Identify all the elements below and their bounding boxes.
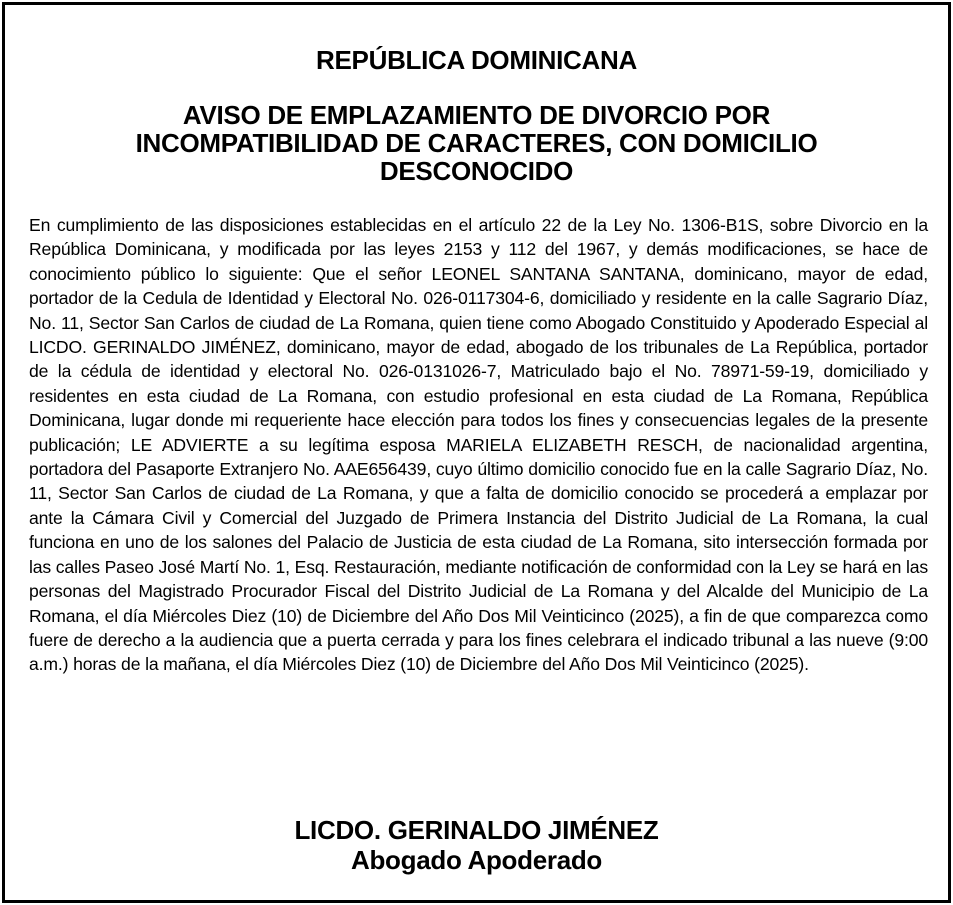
- notice-body-paragraph: En cumplimiento de las disposiciones establecidas en el artículo 22 de la Ley No. 1306-B1S, sobre Divorcio en la República Dominicana, y modificada por las leyes 2153 y 112 del 1967, y demás modificaciones, se hace de conocimiento público lo siguiente: Que el señor LEONEL SANTANA SANTANA, dominicano, mayor de edad, portador de la Cedula de Identidad y Electoral No. 026-0117304-6, domiciliado y residente en la calle Sagrario Díaz, No. 11, Sector San Carlos de ciudad de La Romana, quien tiene como Abogado Constituido y Apoderado Especial al LICDO. GERINALDO JIMÉNEZ, dominicano, mayor de edad, abogado de los tribunales de La República, portador de la cédula de identidad y electoral No. 026-0131026-7, Matriculado bajo el No. 78971-59-19, domiciliado y residentes en esta ciudad de La Romana, con estudio profesional en esta ciudad de La Romana, República Dominicana, lugar donde mi requeriente hace elección para todos los fines y consecuencias legales de la presente publicación; LE ADVIERTE a su legítima esposa MARIELA ELIZABETH RESCH, de nacionalidad argentina, portadora del Pasaporte Extranjero No. AAE656439, cuyo último domicilio conocido fue en la calle Sagrario Díaz, No. 11, Sector San Carlos de ciudad de La Romana, y que a falta de domicilio conocido se procederá a emplazar por ante la Cámara Civil y Comercial del Juzgado de Primera Instancia del Distrito Judicial de La Romana, la cual funciona en uno de los salones del Palacio de Justicia de esta ciudad de La Romana, sito intersección formada por las calles Paseo José Martí No. 1, Esq. Restauración, mediante notificación de conformidad con la Ley se hará en las personas del Magistrado Procurador Fiscal del Distrito Judicial de La Romana y del Alcalde del Municipio de La Romana, el día Miércoles Diez (10) de Diciembre del Año Dos Mil Veinticinco (2025), a fin de que comparezca como fuere de derecho a la audiencia que a puerta cerrada y para los fines celebrara el indicado tribunal a las nueve (9:00 a.m.) horas de la mañana, el día Miércoles Diez (10) de Diciembre del Año Dos Mil Veinticinco (2025).: [29, 215, 928, 675]
- notice-title: [45, 101, 908, 185]
- signature-block: [5, 815, 948, 875]
- notice-title-line: DESCONOCIDO: [379, 156, 574, 186]
- legal-notice-box: [2, 2, 951, 903]
- country-heading: REPÚBLICA DOMINICANA: [316, 45, 637, 75]
- signature-role: Abogado Apoderado: [350, 845, 603, 875]
- notice-title-line: INCOMPATIBILIDAD DE CARACTERES, CON DOMICILIO: [135, 128, 818, 158]
- notice-title-line: AVISO DE EMPLAZAMIENTO DE DIVORCIO POR: [182, 100, 771, 130]
- signature-name: LICDO. GERINALDO JIMÉNEZ: [294, 815, 659, 845]
